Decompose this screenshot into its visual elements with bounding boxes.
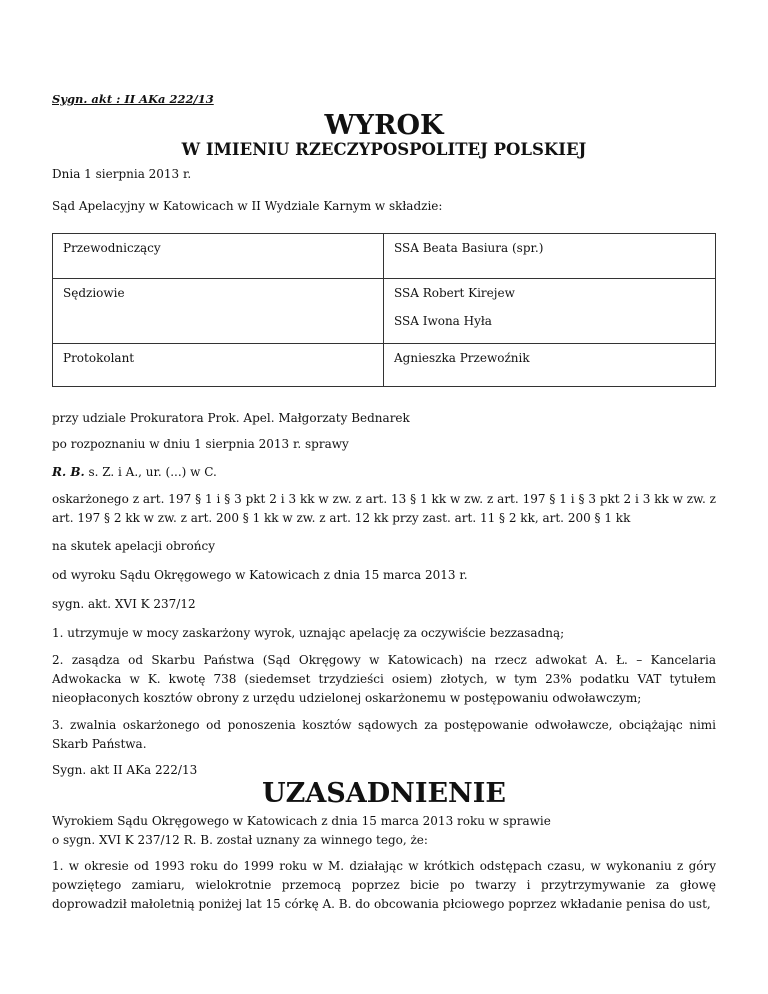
lower-case-signature: sygn. akt. XVI K 237/12 bbox=[52, 597, 196, 611]
charges-paragraph: oskarżonego z art. 197 § 1 i § 3 pkt 2 i 3 kk w zw. z art. 13 § 1 kk w zw. z art. 197 § 1 i § 3 pkt 2 i 3 kk w zw. z art. 197 § 2 kk w zw. z art. 200 § 1 kk w zw. z art. 12 kk przy zast. art. 11 § 2 kk, art. 200 § 1 kk bbox=[52, 492, 716, 525]
court-composition-intro: Sąd Apelacyjny w Katowicach w II Wydziale Karnym w składzie: bbox=[52, 199, 443, 213]
judge-1: SSA Robert Kirejew bbox=[394, 286, 515, 300]
prosecutor-line: przy udziale Prokuratora Prok. Apel. Małgorzaty Bednarek bbox=[52, 411, 410, 425]
defendant-details: s. Z. i A., ur. (...) w C. bbox=[84, 465, 217, 479]
clerk-value: Agnieszka Przewoźnik bbox=[384, 344, 716, 387]
case-signature-top: Sygn. akt : II AKa 222/13 bbox=[52, 92, 214, 106]
court-composition-table bbox=[52, 233, 716, 387]
defendant-name: R. B. bbox=[52, 465, 85, 479]
chair-value: SSA Beata Basiura (spr.) bbox=[384, 234, 716, 279]
appeal-line: na skutek apelacji obrońcy bbox=[52, 539, 215, 553]
judgment-subtitle: W IMIENIU RZECZYPOSPOLITEJ POLSKIEJ bbox=[181, 140, 587, 159]
ruling-point-2: 2. zasądza od Skarbu Państwa (Sąd Okręgowy w Katowicach) na rzecz adwokat A. Ł. – Kancelaria Adwokacka w K. kwotę 738 (siedemset trzydzieści osiem) złotych, w tym 23% podatku VAT tytułem nieopłaconych kosztów obrony z urzędu udzielonej oskarżonemu w postępowaniu odwoławczym; bbox=[52, 653, 716, 705]
judges-value bbox=[384, 279, 716, 344]
judgment-date: Dnia 1 sierpnia 2013 r. bbox=[52, 167, 192, 181]
ruling-point-1: 1. utrzymuje w mocy zaskarżony wyrok, uznając apelację za oczywiście bezzasadną; bbox=[52, 626, 565, 640]
clerk-label: Protokolant bbox=[53, 344, 384, 387]
justification-title: UZASADNIENIE bbox=[262, 778, 506, 809]
judgment-title: WYROK bbox=[324, 110, 444, 141]
table-row bbox=[53, 279, 716, 344]
defendant-line bbox=[52, 463, 716, 482]
table-row bbox=[53, 234, 716, 279]
table-row bbox=[53, 344, 716, 387]
justification-intro-2: o sygn. XVI K 237/12 R. B. został uznany za winnego tego, że: bbox=[52, 833, 428, 847]
hearing-line: po rozpoznaniu w dniu 1 sierpnia 2013 r. sprawy bbox=[52, 437, 349, 451]
ruling-point-3: 3. zwalnia oskarżonego od ponoszenia kosztów sądowych za postępowanie odwoławcze, obciążając nimi Skarb Państwa. bbox=[52, 718, 716, 751]
lower-judgment-line: od wyroku Sądu Okręgowego w Katowicach z dnia 15 marca 2013 r. bbox=[52, 568, 468, 582]
judge-2: SSA Iwona Hyła bbox=[394, 314, 492, 328]
justification-point-1: 1. w okresie od 1993 roku do 1999 roku w M. działając w krótkich odstępach czasu, w wykonaniu z góry powziętego zamiaru, wielokrotnie przemocą poprzez bicie po twarzy i przytrzymywanie za głowę doprowadził małoletnią poniżej lat 15 córkę A. B. do obcowania płciowego poprzez wkładanie penisa do ust, bbox=[52, 859, 716, 911]
judges-label: Sędziowie bbox=[53, 279, 384, 344]
case-signature-second: Sygn. akt II AKa 222/13 bbox=[52, 763, 198, 777]
justification-intro-1: Wyrokiem Sądu Okręgowego w Katowicach z dnia 15 marca 2013 roku w sprawie bbox=[52, 814, 551, 828]
chair-label: Przewodniczący bbox=[53, 234, 384, 279]
